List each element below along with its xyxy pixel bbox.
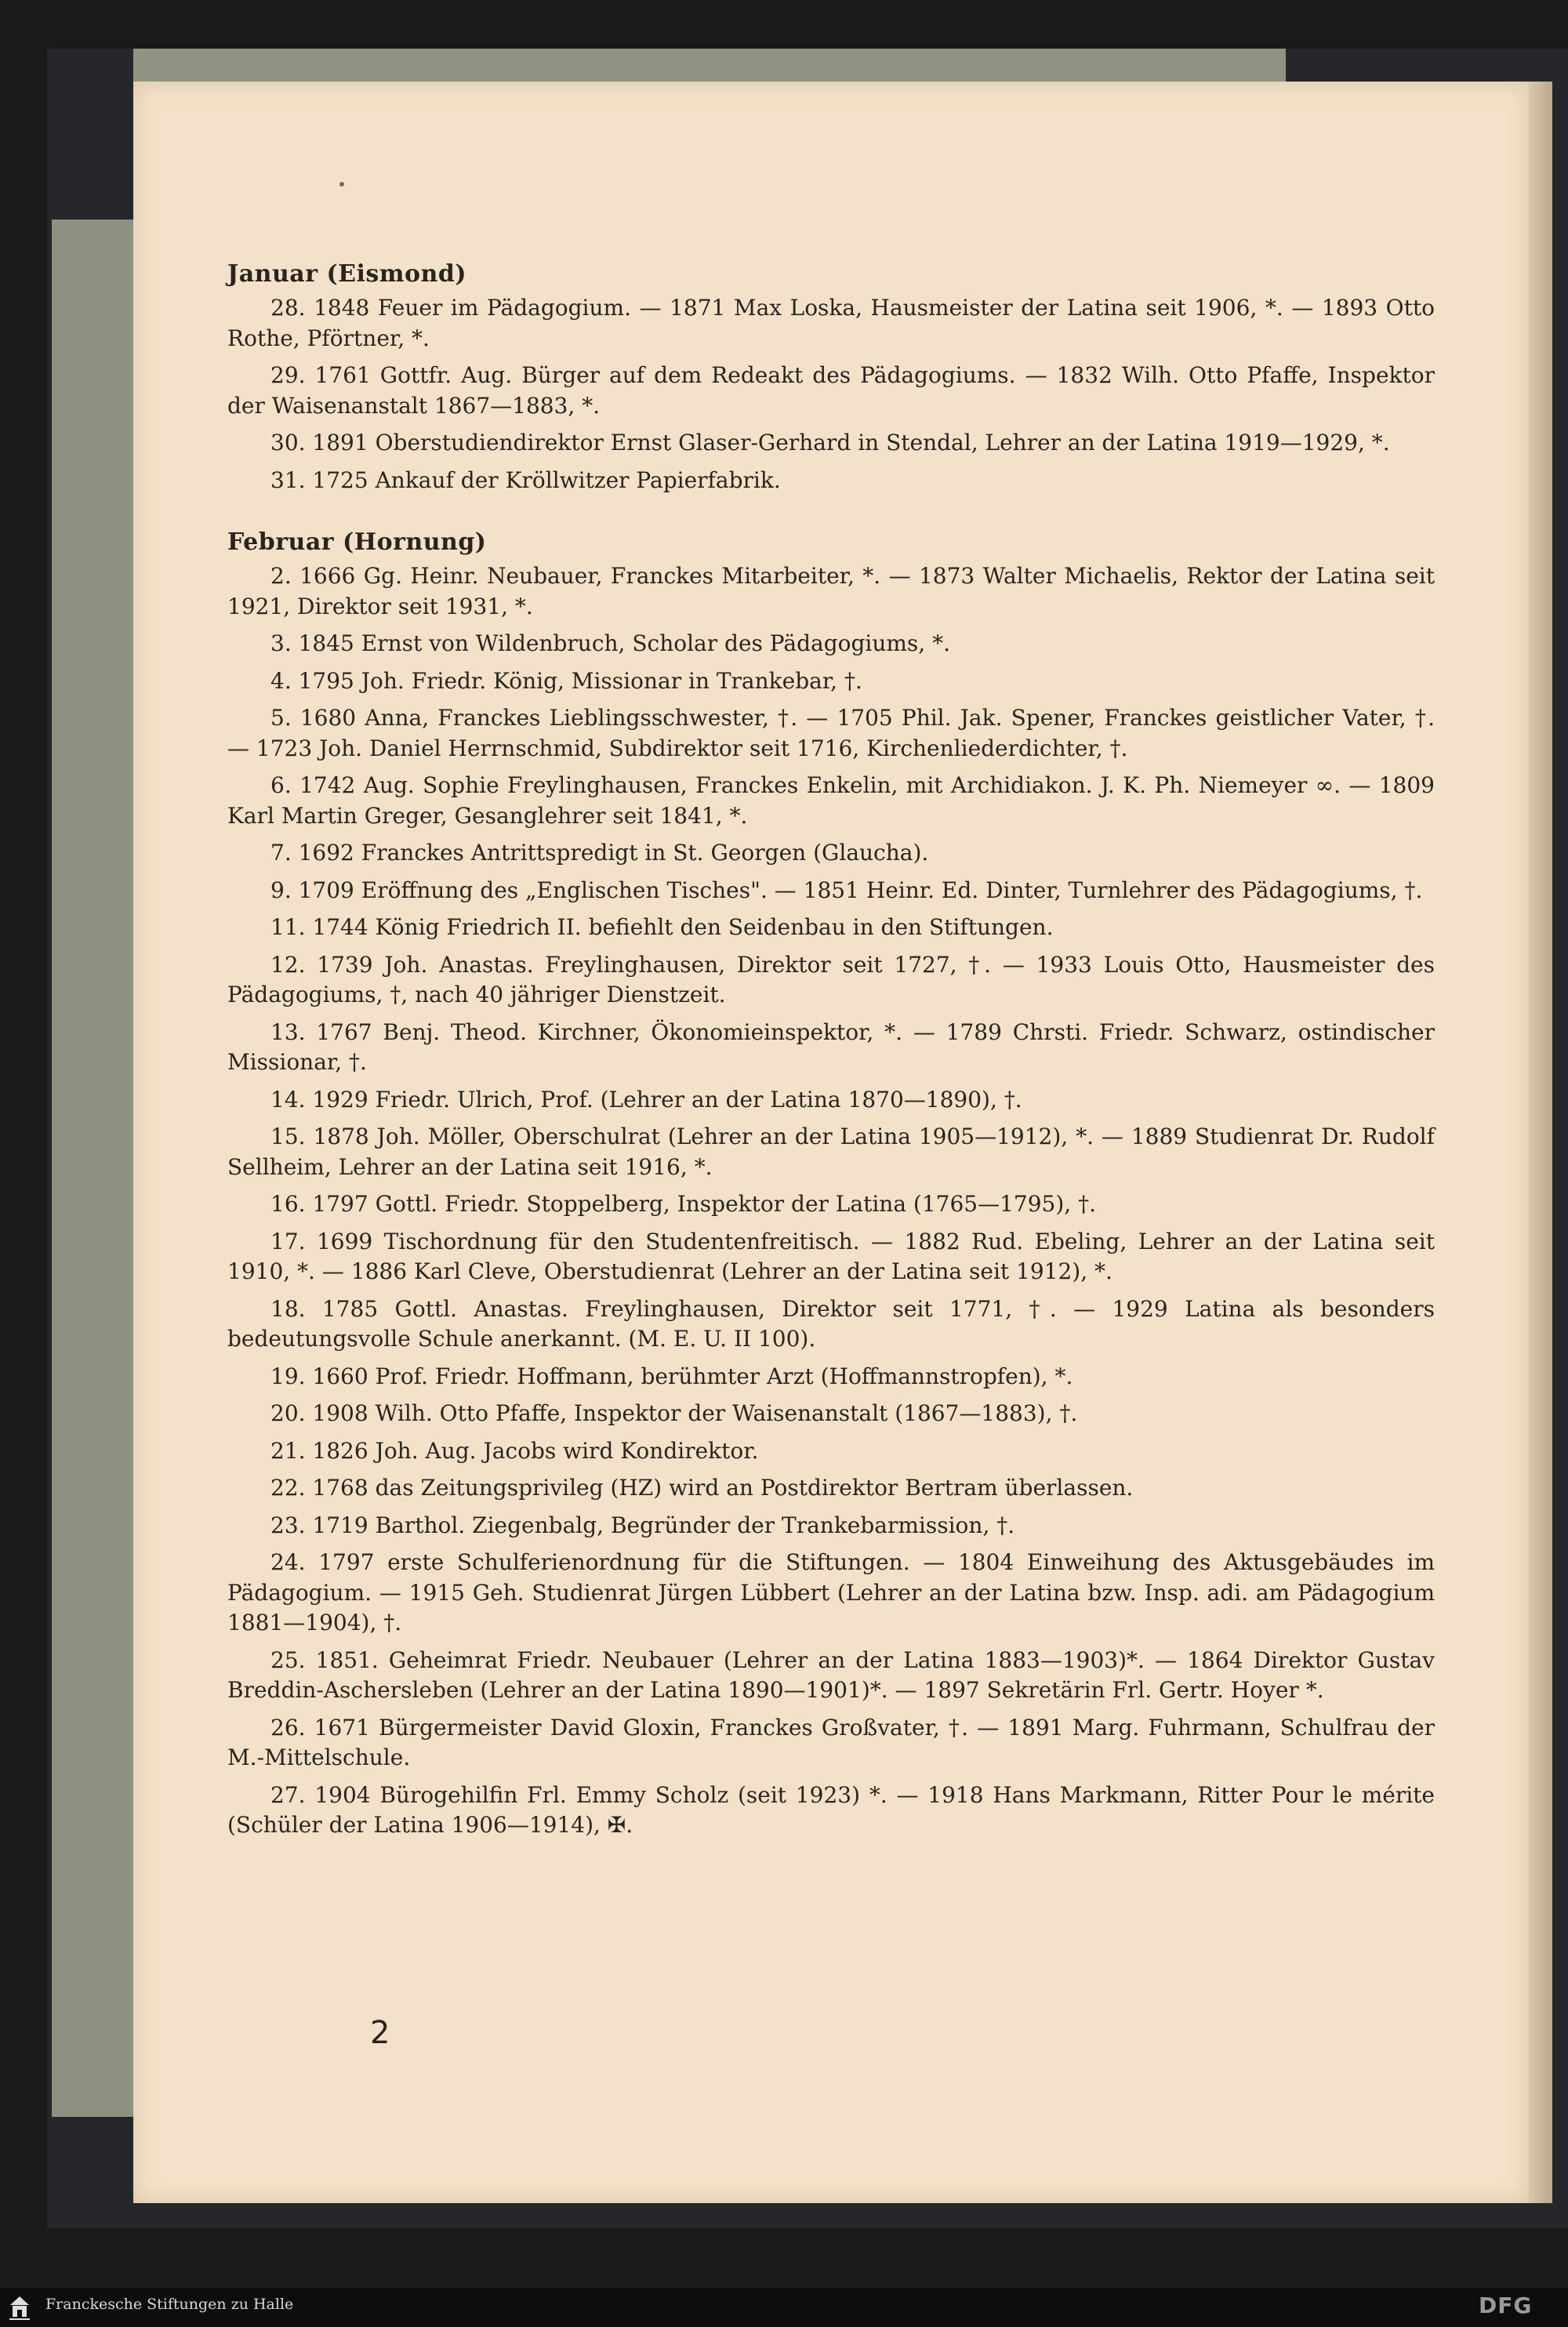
calendar-entry: 4. 1795 Joh. Friedr. König, Missionar in Trankebar, †. (270, 667, 862, 694)
footer-institution: Franckesche Stiftungen zu Halle (45, 2296, 294, 2313)
calendar-entry: 5. 1680 Anna, Franckes Lieblingsschwester, †. — 1705 Phil. Jak. Spener, Franckes geistlicher Vater, †. — 1723 Joh. Daniel Herrnschmid, Subdirektor seit 1716, Kirchenliederdichter, †. (227, 705, 1435, 761)
calendar-text (227, 259, 1435, 1872)
calendar-entry: 3. 1845 Ernst von Wildenbruch, Scholar des Pädagogiums, *. (270, 630, 951, 656)
calendar-entry: 30. 1891 Oberstudiendirektor Ernst Glaser-Gerhard in Stendal, Lehrer an der Latina 1919—1929, *. (270, 430, 1390, 456)
month-heading: Januar (Eismond) (227, 260, 467, 288)
month-section-januar (227, 259, 1435, 496)
calendar-entry: 25. 1851. Geheimrat Friedr. Neubauer (Lehrer an der Latina 1883—1903)*. — 1864 Direktor Gustav Breddin-Aschersleben (Lehrer an der Latina 1890—1901)*. — 1897 Sekretärin Frl. Gertr. Hoyer *. (227, 1646, 1435, 1703)
page-edge (1529, 82, 1552, 2203)
calendar-entry: 13. 1767 Benj. Theod. Kirchner, Ökonomieinspektor, *. — 1789 Chrsti. Friedr. Schwarz, ostindischer Missionar, †. (227, 1018, 1435, 1075)
calendar-entry: 24. 1797 erste Schulferienordnung für die Stiftungen. — 1804 Einweihung des Aktusgebäudes im Pädagogium. — 1915 Geh. Studienrat Jürgen Lübbert (Lehrer an der Latina bzw. Insp. adi. am Pädagogium 1881—1904), †. (227, 1549, 1435, 1635)
calendar-entry: 12. 1739 Joh. Anastas. Freylinghausen, Direktor seit 1727, †. — 1933 Louis Otto, Hausmeister des Pädagogiums, †, nach 40 jähriger Dienstzeit. (227, 951, 1435, 1007)
binding-cloth-top (133, 49, 1286, 86)
calendar-entry: 16. 1797 Gottl. Friedr. Stoppelberg, Inspektor der Latina (1765—1795), †. (270, 1191, 1096, 1217)
calendar-entry: 15. 1878 Joh. Möller, Oberschulrat (Lehrer an der Latina 1905—1912), *. — 1889 Studienrat Dr. Rudolf Sellheim, Lehrer an der Latina seit 1916, *. (227, 1124, 1435, 1180)
calendar-entry: 17. 1699 Tischordnung für den Studentenfreitisch. — 1882 Rud. Ebeling, Lehrer an der Latina seit 1910, *. — 1886 Karl Cleve, Oberstudienrat (Lehrer an der Latina seit 1912), *. (227, 1228, 1435, 1284)
calendar-entry: 11. 1744 König Friedrich II. befiehlt den Seidenbau in den Stiftungen. (270, 914, 1054, 940)
month-section-februar (227, 527, 1435, 1841)
calendar-entry: 29. 1761 Gottfr. Aug. Bürger auf dem Redeakt des Pädagogiums. — 1832 Wilh. Otto Pfaffe, Inspektor der Waisenanstalt 1867—1883, *. (227, 362, 1435, 419)
page-speck (339, 182, 344, 187)
calendar-entry: 31. 1725 Ankauf der Kröllwitzer Papierfabrik. (270, 466, 781, 493)
calendar-entry: 2. 1666 Gg. Heinr. Neubauer, Franckes Mitarbeiter, *. — 1873 Walter Michaelis, Rektor der Latina seit 1921, Direktor seit 1931, *. (227, 563, 1435, 619)
calendar-entry: 26. 1671 Bürgermeister David Gloxin, Franckes Großvater, †. — 1891 Marg. Fuhrmann, Schulfrau der M.-Mittelschule. (227, 1714, 1435, 1770)
institution-logo-icon (6, 2294, 33, 2322)
calendar-entry: 19. 1660 Prof. Friedr. Hoffmann, berühmter Arzt (Hoffmannstropfen), *. (270, 1363, 1073, 1389)
month-heading: Februar (Hornung) (227, 528, 487, 556)
calendar-entry: 27. 1904 Bürogehilfin Frl. Emmy Scholz (seit 1923) *. — 1918 Hans Markmann, Ritter Pour le mérite (Schüler der Latina 1906—1914), ✠. (227, 1781, 1435, 1838)
page-number: 2 (370, 2015, 390, 2051)
calendar-entry: 22. 1768 das Zeitungsprivileg (HZ) wird an Postdirektor Bertram überlassen. (270, 1475, 1134, 1501)
calendar-entry: 28. 1848 Feuer im Pädagogium. — 1871 Max Loska, Hausmeister der Latina seit 1906, *. — 1893 Otto Rothe, Pförtner, *. (227, 295, 1435, 351)
calendar-entry: 9. 1709 Eröffnung des „Englischen Tisches". — 1851 Heinr. Ed. Dinter, Turnlehrer des Pädagogiums, †. (270, 877, 1423, 903)
calendar-entry: 21. 1826 Joh. Aug. Jacobs wird Kondirektor. (270, 1437, 759, 1464)
calendar-entry: 7. 1692 Franckes Antrittspredigt in St. Georgen (Glaucha). (270, 840, 929, 866)
binding-cloth-left (52, 220, 138, 2117)
dfg-mark: DFG (1479, 2293, 1533, 2318)
calendar-entry: 6. 1742 Aug. Sophie Freylinghausen, Franckes Enkelin, mit Archidiakon. J. K. Ph. Niemeyer ∞. — 1809 Karl Martin Greger, Gesanglehrer seit 1841, *. (227, 772, 1435, 829)
calendar-entry: 23. 1719 Barthol. Ziegenbalg, Begründer der Trankebarmission, †. (270, 1512, 1015, 1538)
calendar-entry: 14. 1929 Friedr. Ulrich, Prof. (Lehrer an der Latina 1870—1890), †. (270, 1086, 1022, 1113)
calendar-entry: 20. 1908 Wilh. Otto Pfaffe, Inspektor der Waisenanstalt (1867—1883), †. (270, 1400, 1078, 1426)
calendar-entry: 18. 1785 Gottl. Anastas. Freylinghausen, Direktor seit 1771, †. — 1929 Latina als besonders bedeutungsvolle Schule anerkannt. (M. E. U. II 100). (227, 1295, 1435, 1352)
